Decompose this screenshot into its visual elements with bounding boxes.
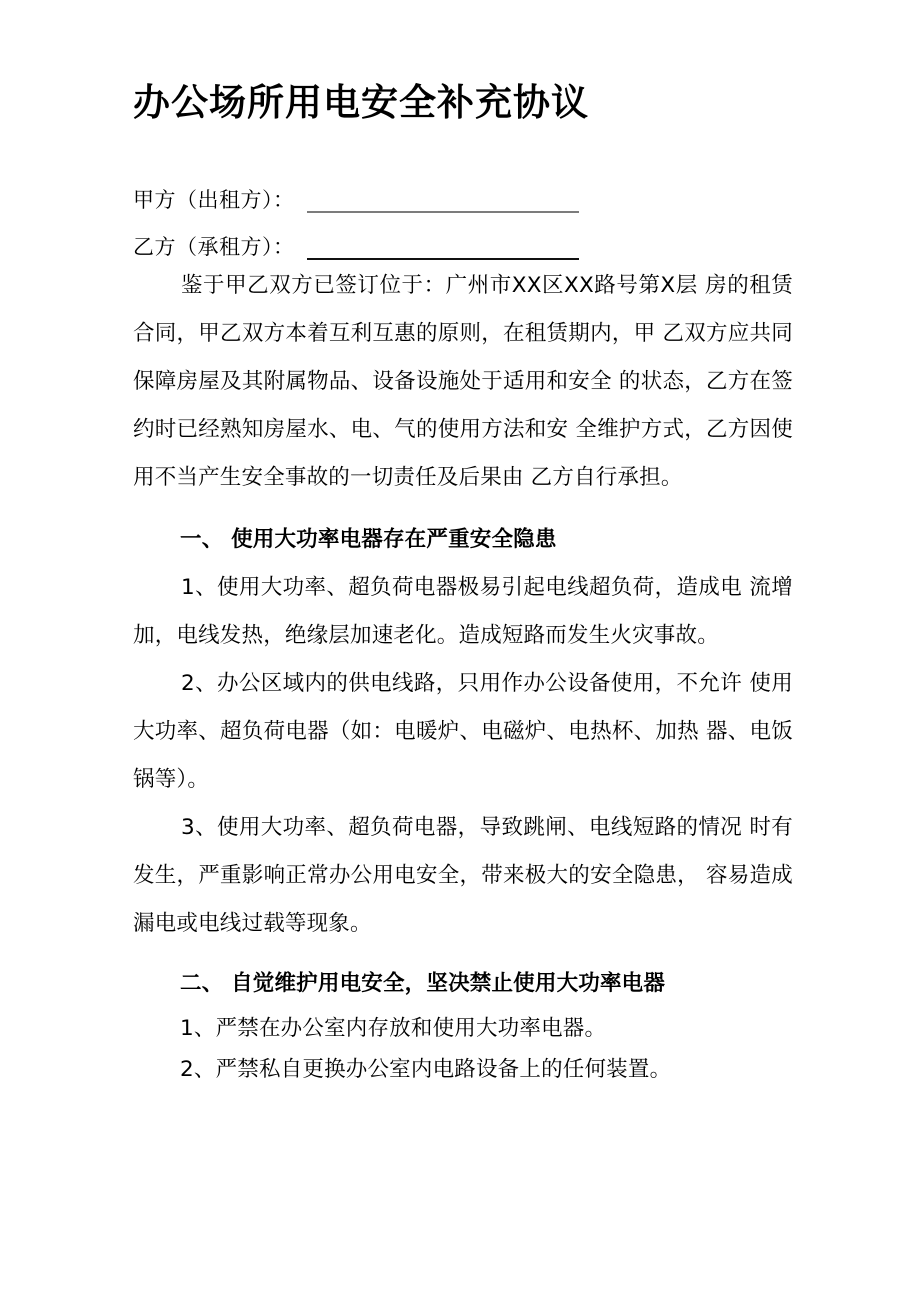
section-heading-2: 二、 自觉维护用电安全，坚决禁止使用大功率电器: [180, 971, 666, 996]
spacer: [133, 502, 793, 516]
party-block: [133, 168, 793, 262]
section-1-item-3: 3、使用大功率、超负荷电器，导致跳闸、电线短路的情况 时有发生，严重影响正常办公用电安全，带来极大的安全隐患， 容易造成漏电或电线过载等现象。: [133, 815, 793, 936]
section-2-item-1: 1、严禁在办公室内存放和使用大功率电器。: [180, 1016, 607, 1041]
party-label-lessor: 甲方（出租方）：: [133, 188, 295, 212]
party-value-lessor-blank[interactable]: [307, 193, 579, 215]
party-row-lessor: [133, 168, 793, 215]
party-row-lessee: [133, 215, 793, 262]
page-title: 办公场所用电安全补充协议: [133, 81, 589, 124]
spacer: [133, 948, 793, 960]
party-label-lessee: 乙方（承租方）：: [133, 235, 295, 259]
party-value-lessee-blank[interactable]: [307, 240, 579, 262]
document-body: [133, 262, 793, 1090]
section-2-item-2: 2、严禁私自更换办公室内电路设备上的任何装置。: [180, 1057, 672, 1082]
section-1-item-1: 1、使用大功率、超负荷电器极易引起电线超负荷，造成电 流增加，电线发热，绝缘层加速老化。造成短路而发生火灾事故。: [133, 575, 793, 648]
section-heading-1: 一、 使用大功率电器存在严重安全隐患: [180, 527, 557, 552]
section-1-item-2: 2、办公区域内的供电线路，只用作办公设备使用，不允许 使用大功率、超负荷电器（如：电暖炉、电磁炉、电热杯、加热 器、电饭锅等）。: [133, 671, 793, 792]
preamble-paragraph: 鉴于甲乙双方已签订位于：广州市XX区XX路号第X层 房的租赁合同，甲乙双方本着互利互惠的原则，在租赁期内，甲 乙双方应共同保障房屋及其附属物品、设备设施处于适用和安全 的状态，乙方在签约时已经熟知房屋水、电、气的使用方法和安 全维护方式，乙方因使用不当产生安全事故的一切责任及后果由 乙方自行承担。: [133, 273, 793, 490]
